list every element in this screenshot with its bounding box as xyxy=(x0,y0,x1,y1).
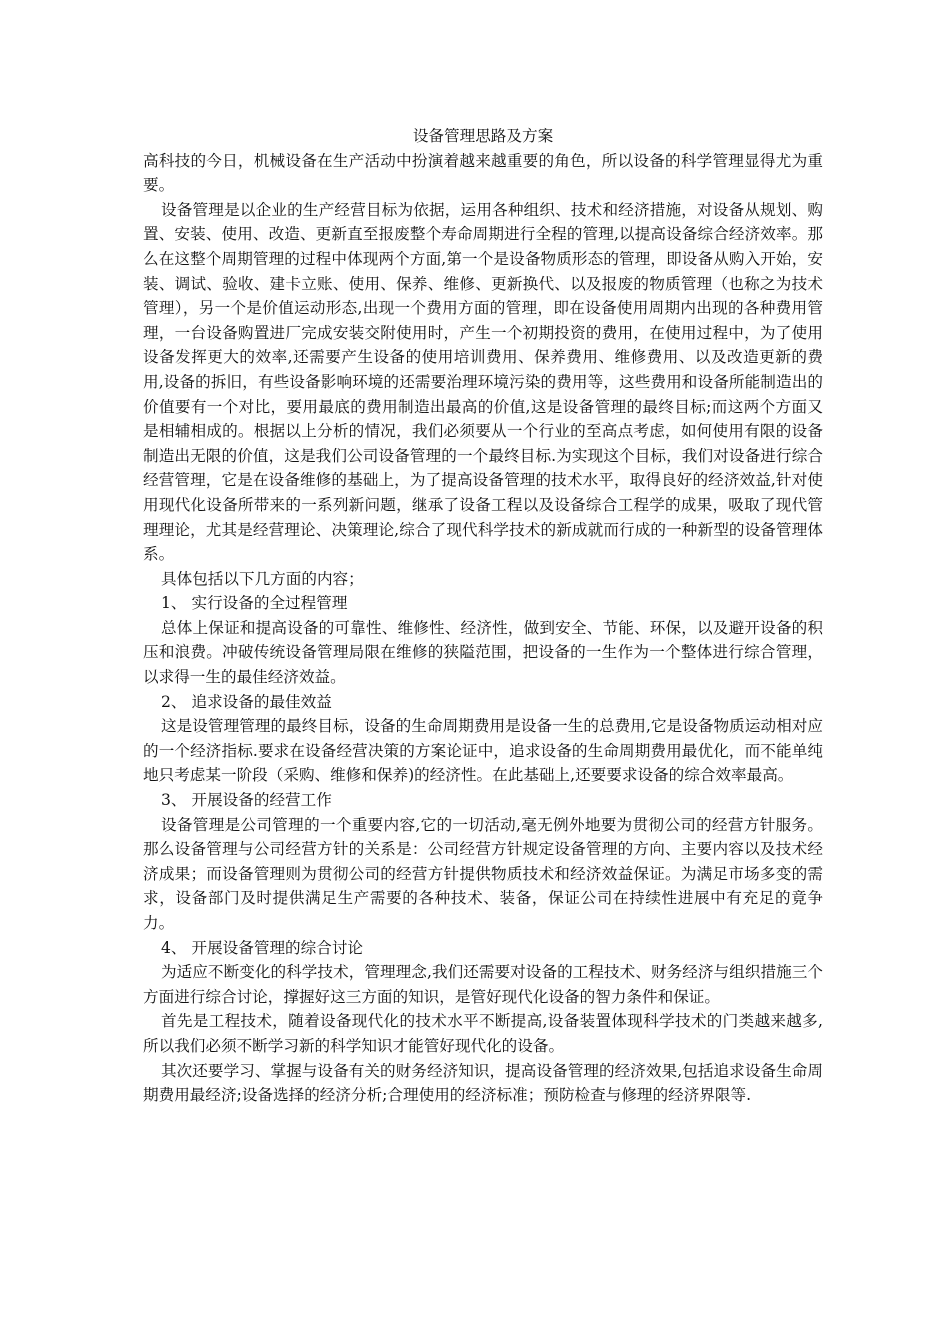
paragraph-finance: 其次还要学习、掌握与设备有关的财务经济知识，提高设备管理的经济效果,包括追求设备生命周期费用最经济;设备选择的经济分析;合理使用的经济标准；预防检查与修理的经济界限等. xyxy=(143,1061,823,1105)
section-heading-2: 2、 追求设备的最佳效益 xyxy=(161,692,332,711)
paragraph-section-4: 为适应不断变化的科学技术，管理理念,我们还需要对设备的工程技术、财务经济与组织措施三个方面进行综合讨论，撑握好这三方面的知识，是管好现代化设备的智力条件和保证。 xyxy=(143,963,823,1006)
section-heading-1: 1、 实行设备的全过程管理 xyxy=(161,594,348,613)
paragraph-intro: 高科技的今日，机械设备在生产活动中扮演着越来越重要的角色，所以设备的科学管理显得尤为重要。 xyxy=(143,151,823,195)
paragraph-contents-lead: 具体包括以下几方面的内容； xyxy=(161,569,364,588)
document-title: 设备管理思路及方案 xyxy=(412,127,554,145)
paragraph-section-2: 这是设管理管理的最终目标，设备的生命周期费用是设备一生的总费用,它是设备物质运动相对应的一个经济指标.要求在设备经营决策的方案论证中，追求设备的生命周期费用最优化，而不能单纯地只考虑某一阶段（采购、维修和保养)的经济性。在此基础上,还要要求设备的综合效率最高。 xyxy=(143,717,823,785)
section-heading-4: 4、 开展设备管理的综合讨论 xyxy=(161,938,364,957)
paragraph-overview: 设备管理是以企业的生产经营目标为依据，运用各种组织、技术和经济措施，对设备从规划、购置、安装、使用、改造、更新直至报废整个寿命周期进行全程的管理,以提高设备综合经济效率。那么在这整个周期管理的过程中体现两个方面,第一个是设备物质形态的管理，即设备从购入开始，安装、调试、验收、建卡立账、使用、保养、维修、更新换代、以及报废的物质管理（也称之为技术管理），另一个是价值运动形态,出现一个费用方面的管理，即在设备使用周期内出现的各种费用管理，一台设备购置进厂完成安装交附使用时，产生一个初期投资的费用，在使用过程中，为了使用设备发挥更大的效率,还需要产生设备的使用培训费用、保养费用、维修费用、以及改造更新的费用,设备的拆旧，有些设备影响环境的还需要治理环境污染的费用等，这些费用和设备所能制造出的价值要有一个对比，要用最底的费用制造出最高的价值,这是设备管理的最终目标;而这两个方面又是相辅相成的。根据以上分析的情况，我们必须要从一个行业的至高点考虑，如何使用有限的设备制造出无限的价值，这是我们公司设备管理的一个最终目标.为实现这个目标，我们对设备进行综合经营管理，它是在设备维修的基础上，为了提高设备管理的技术水平，取得良好的经济效益,针对使用现代化设备所带来的一系列新问题，继承了设备工程以及设备综合工程学的成果，吸取了现代管理理论，尤其是经营理论、决策理论,综合了现代科学技术的新成就而行成的一种新型的设备管理体系。 xyxy=(143,200,823,564)
document-body xyxy=(143,124,823,1108)
paragraph-section-3: 设备管理是公司管理的一个重要内容,它的一切活动,毫无例外地要为贯彻公司的经营方针服务。那么设备管理与公司经营方针的关系是：公司经营方针规定设备管理的方向、主要内容以及技术经济成果；而设备管理则为贯彻公司的经营方针提供物质技术和经济效益保证。为满足市场多变的需求，设备部门及时提供满足生产需要的各种技术、装备，保证公司在持续性进展中有充足的竟争力。 xyxy=(143,815,823,932)
paragraph-engineering: 首先是工程技术，随着设备现代化的技术水平不断提高,设备装置体现科学技术的门类越来越多,所以我们必须不断学习新的科学知识才能管好现代化的设备。 xyxy=(143,1012,823,1055)
paragraph-section-1: 总体上保证和提高设备的可靠性、维修性、经济性，做到安全、节能、环保，以及避开设备的积压和浪费。冲破传统设备管理局限在维修的狭隘范围，把设备的一生作为一个整体进行综合管理，以求得一生的最佳经济效益。 xyxy=(143,618,823,687)
section-heading-3: 3、 开展设备的经营工作 xyxy=(161,791,332,810)
